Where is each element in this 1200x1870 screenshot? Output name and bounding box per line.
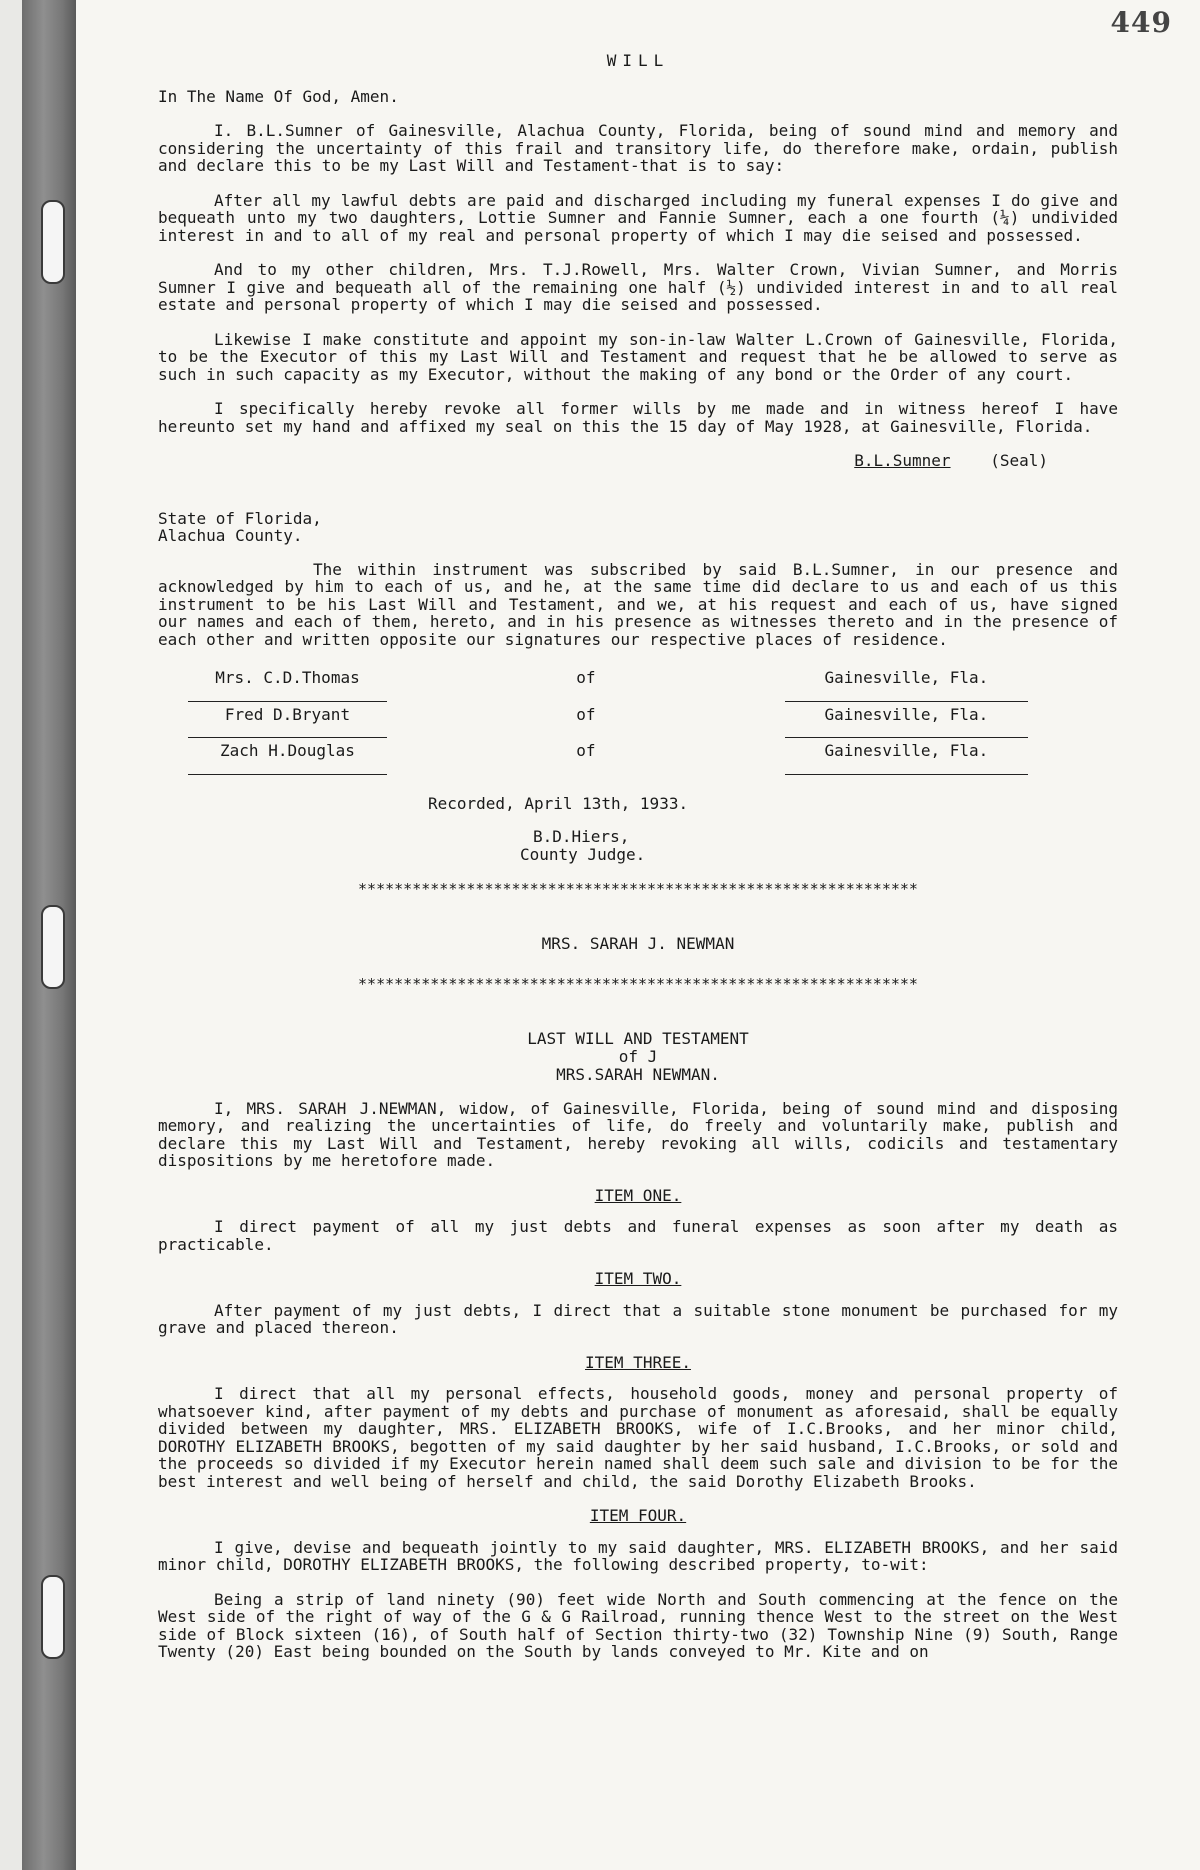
county-line: Alachua County. xyxy=(158,526,303,545)
witness-of: of xyxy=(576,741,596,760)
testator-signature xyxy=(158,452,1048,470)
witness-place: Gainesville, Fla. xyxy=(785,665,1028,701)
witness-row xyxy=(188,738,1028,775)
item-text: I direct that all my personal effects, household goods, money and personal property of whatsoever kind, after payment of my debts and purchase of monument as aforesaid, shall be equally divided between my daughter, MRS. ELIZABETH BROOKS, wife of I.C.Brooks, and her minor child, DOROTHY ELIZABETH BROOKS, begotten of my said daughter by her said husband, I.C.Brooks, or sold and the proceeds so divided if my Executor herein named shall deem such sale and division to be for the best interest and well being of herself and child, the said Dorothy Elizabeth Brooks. xyxy=(158,1384,1118,1491)
decedent-heading: MRS. SARAH J. NEWMAN xyxy=(541,933,735,953)
separator-line: ************************************************************** xyxy=(358,880,918,898)
will2-intro: I, MRS. SARAH J.NEWMAN, widow, of Gainesville, Florida, being of sound mind and disposing memory, and realizing the uncertainties of life, do freely and voluntarily make, publish and declare this my Last Will and Testament, hereby revoking all wills, codicils and testamentary dispositions by me heretofore made. xyxy=(158,1098,1118,1170)
witness-row xyxy=(188,701,1028,738)
page-margin xyxy=(0,0,22,1870)
document-body xyxy=(158,52,1118,1678)
land-description: Being a strip of land ninety (90) feet wide North and South commencing at the fence on the West side of the right of way of the G & G Railroad, running thence West to the street on the West side of Block sixteen (16), of South half of Section thirty-two (32) Township Nine (9) South, Range Twenty (20) East being bounded on the South by lands conveyed to Mr. Kite and on xyxy=(158,1589,1118,1661)
item-heading: ITEM THREE. xyxy=(585,1352,691,1372)
item-heading: ITEM ONE. xyxy=(594,1185,682,1205)
witness-place: Gainesville, Fla. xyxy=(785,701,1028,738)
witness-name: Fred D.Bryant xyxy=(188,701,387,738)
binder-hole-bottom xyxy=(41,1575,65,1659)
separator-line: ************************************************************** xyxy=(358,975,918,993)
witness-of: of xyxy=(576,704,596,724)
page-number: 449 xyxy=(1110,6,1172,39)
judge-name: B.D.Hiers, xyxy=(533,827,630,846)
witness-of: of xyxy=(576,668,596,688)
binder-hole-middle xyxy=(41,905,65,989)
item-heading: ITEM TWO. xyxy=(594,1269,682,1288)
item-heading: ITEM FOUR. xyxy=(589,1506,687,1525)
judge-title: County Judge. xyxy=(520,844,646,864)
will1-paragraph: And to my other children, Mrs. T.J.Rowell, Mrs. Walter Crown, Vivian Sumner, and Morris Sumner I give and bequeath all of the remaining one half (½) undivided interest in and to all real estate and personal property of which I may die seised and possessed. xyxy=(158,260,1118,314)
witness-row xyxy=(188,665,1028,701)
recorded-line: Recorded, April 13th, 1933. xyxy=(428,793,689,813)
will1-paragraph: I. B.L.Sumner of Gainesville, Alachua County, Florida, being of sound mind and memory and considering the uncertainty of this frail and transitory life, do therefore make, ordain, publish and declare this to be my Last Will and Testament-that is to say: xyxy=(158,121,1118,175)
item-text: I direct payment of all my just debts and funeral expenses as soon after my death as practicable. xyxy=(158,1217,1118,1254)
will1-paragraph: Likewise I make constitute and appoint my son-in-law Walter L.Crown of Gainesville, Florida, to be the Executor of this my Last Will and Testament and request that he be allowed to serve as such in such capacity as my Executor, without the making of any bond or the Order of any court. xyxy=(158,329,1118,384)
will1-paragraph: I specifically hereby revoke all former wills by me made and in witness hereof I have hereunto set my hand and affixed my seal on this the 15 day of May 1928, at Gainesville, Florida. xyxy=(158,399,1118,436)
attestation-clause: The within instrument was subscribed by said B.L.Sumner, in our presence and acknowledged by him to each of us, and he, at the same time did declare to us and each of us this instrument to be his Last Will and Testament, and we, at his request and each of us, have signed our names and each of them, hereto, and in his presence as witnesses thereto and in the presence of each other and written opposite our signatures our respective places of residence. xyxy=(158,559,1118,649)
last-will-heading xyxy=(158,1030,1118,1084)
last-will-line: MRS.SARAH NEWMAN. xyxy=(556,1064,720,1084)
witness-place: Gainesville, Fla. xyxy=(785,738,1028,775)
witness-table xyxy=(188,665,1028,775)
will1-paragraph: After all my lawful debts are paid and discharged including my funeral expenses I do give and bequeath unto my two daughters, Lottie Sumner and Fannie Sumner, each a one fourth (¼) undivided interest in and to all of my real and personal property of which I may die seised and possessed. xyxy=(158,190,1118,245)
invocation: In The Name Of God, Amen. xyxy=(158,86,399,106)
last-will-line: LAST WILL AND TESTAMENT xyxy=(527,1028,749,1048)
last-will-line: of J xyxy=(618,1046,658,1066)
signature-name: B.L.Sumner xyxy=(854,451,951,470)
binder-hole-top xyxy=(41,200,65,284)
witness-name: Zach H.Douglas xyxy=(188,738,387,775)
will-title: WILL xyxy=(606,51,670,70)
item-text: After payment of my just debts, I direct that a suitable stone monument be purchased for my grave and placed thereon. xyxy=(158,1300,1118,1337)
witness-name: Mrs. C.D.Thomas xyxy=(188,665,387,701)
state-line: State of Florida, xyxy=(158,508,322,528)
signature-seal: (Seal) xyxy=(990,451,1048,470)
item-text: I give, devise and bequeath jointly to my said daughter, MRS. ELIZABETH BROOKS, and her said minor child, DOROTHY ELIZABETH BROOKS, the following described property, to-wit: xyxy=(158,1537,1118,1574)
